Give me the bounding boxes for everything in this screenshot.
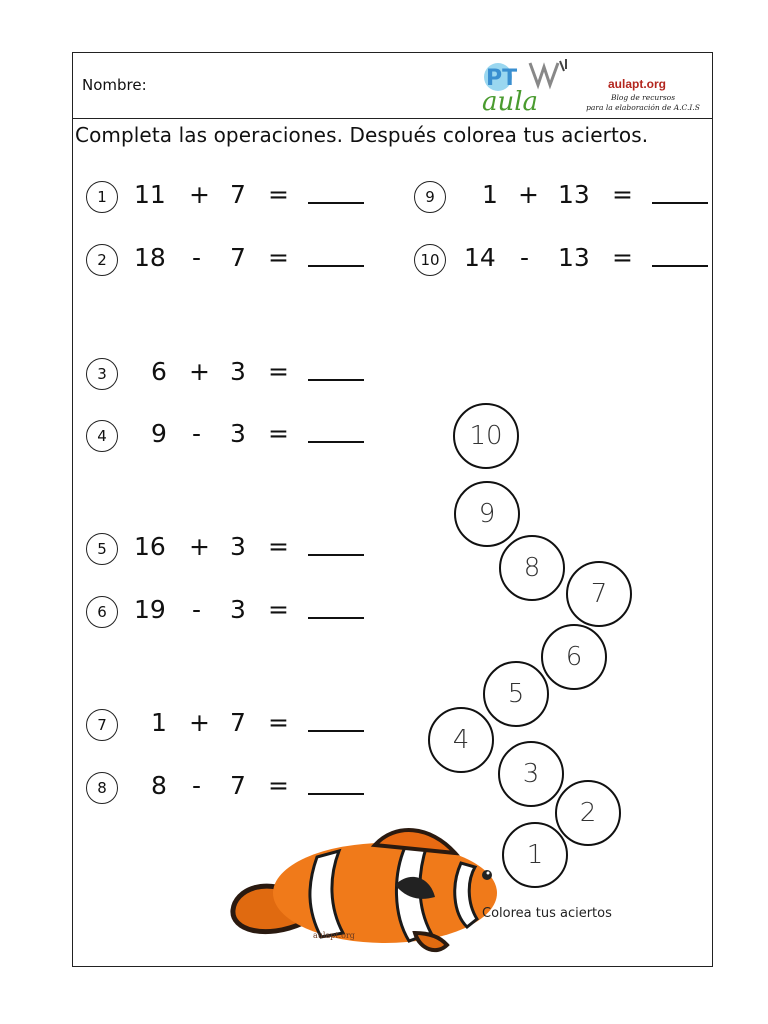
operation-row <box>84 530 384 570</box>
operation-row <box>412 178 712 218</box>
brand-name: aulapt.org <box>608 77 667 91</box>
operator: + <box>189 532 210 561</box>
operand-b: 7 <box>230 180 246 209</box>
score-circle[interactable]: 9 <box>454 481 520 547</box>
operand-a: 8 <box>151 771 167 800</box>
blog-tagline-line1: Blog de recursos <box>610 93 676 102</box>
operand-a: 11 <box>134 180 166 209</box>
operand-a: 1 <box>151 708 167 737</box>
svg-text:aula: aula <box>482 87 539 117</box>
equals-sign: = <box>268 180 289 209</box>
operation-number: 7 <box>86 709 118 741</box>
operand-b: 3 <box>230 357 246 386</box>
operand-b: 3 <box>230 595 246 624</box>
answer-blank[interactable] <box>652 265 708 267</box>
operand-b: 13 <box>558 180 590 209</box>
blog-tagline-line2: para la elaboración de A.C.I.S <box>586 103 700 112</box>
operator: - <box>192 419 202 448</box>
operation-number: 5 <box>86 533 118 565</box>
blog-tagline <box>573 93 713 113</box>
equals-sign: = <box>268 357 289 386</box>
score-circle[interactable]: 4 <box>428 707 494 773</box>
answer-blank[interactable] <box>308 265 364 267</box>
operation-number: 2 <box>86 244 118 276</box>
operand-a: 19 <box>134 595 166 624</box>
operation-number: 10 <box>414 244 446 276</box>
answer-blank[interactable] <box>308 379 364 381</box>
score-circle[interactable]: 8 <box>499 535 565 601</box>
equals-sign: = <box>268 595 289 624</box>
equals-sign: = <box>612 180 633 209</box>
equals-sign: = <box>268 532 289 561</box>
score-circle[interactable]: 7 <box>566 561 632 627</box>
worksheet-header <box>73 53 712 119</box>
aulapt-logo <box>478 55 578 117</box>
fish-watermark: aulapt.org <box>313 931 355 940</box>
equals-sign: = <box>612 243 633 272</box>
clownfish-illustration <box>225 815 515 965</box>
operation-row <box>412 241 712 281</box>
answer-blank[interactable] <box>308 730 364 732</box>
score-circle[interactable]: 3 <box>498 741 564 807</box>
operand-a: 18 <box>134 243 166 272</box>
operand-a: 9 <box>151 419 167 448</box>
operand-a: 6 <box>151 357 167 386</box>
operator: + <box>189 357 210 386</box>
operator: - <box>192 243 202 272</box>
operator: + <box>189 708 210 737</box>
operation-row <box>84 769 384 809</box>
operand-a: 14 <box>464 243 496 272</box>
instruction: Completa las operaciones. Después colorea tus aciertos. <box>75 123 649 147</box>
operation-number: 6 <box>86 596 118 628</box>
operation-row <box>84 593 384 633</box>
answer-blank[interactable] <box>652 202 708 204</box>
score-circle[interactable]: 10 <box>453 403 519 469</box>
operand-b: 7 <box>230 243 246 272</box>
operation-row <box>84 355 384 395</box>
operation-number: 4 <box>86 420 118 452</box>
equals-sign: = <box>268 419 289 448</box>
operation-row <box>84 241 384 281</box>
operand-b: 3 <box>230 419 246 448</box>
operation-number: 8 <box>86 772 118 804</box>
operand-b: 7 <box>230 771 246 800</box>
score-circle[interactable]: 5 <box>483 661 549 727</box>
operand-b: 3 <box>230 532 246 561</box>
equals-sign: = <box>268 771 289 800</box>
operation-number: 9 <box>414 181 446 213</box>
operand-b: 13 <box>558 243 590 272</box>
operator: + <box>189 180 210 209</box>
equals-sign: = <box>268 243 289 272</box>
answer-blank[interactable] <box>308 617 364 619</box>
operation-number: 3 <box>86 358 118 390</box>
operation-row <box>84 178 384 218</box>
operand-a: 16 <box>134 532 166 561</box>
operator: - <box>520 243 530 272</box>
equals-sign: = <box>268 708 289 737</box>
name-label: Nombre: <box>82 76 147 94</box>
operation-row <box>84 706 384 746</box>
score-circle[interactable]: 6 <box>541 624 607 690</box>
svg-text:PT: PT <box>486 66 518 91</box>
operation-row <box>84 417 384 457</box>
answer-blank[interactable] <box>308 554 364 556</box>
answer-blank[interactable] <box>308 793 364 795</box>
operator: - <box>192 595 202 624</box>
operand-b: 7 <box>230 708 246 737</box>
score-circle[interactable]: 1 <box>502 822 568 888</box>
operator: - <box>192 771 202 800</box>
operation-number: 1 <box>86 181 118 213</box>
operand-a: 1 <box>482 180 498 209</box>
answer-blank[interactable] <box>308 441 364 443</box>
score-circle[interactable]: 2 <box>555 780 621 846</box>
fish-caption: Colorea tus aciertos <box>482 906 612 921</box>
operator: + <box>518 180 539 209</box>
answer-blank[interactable] <box>308 202 364 204</box>
